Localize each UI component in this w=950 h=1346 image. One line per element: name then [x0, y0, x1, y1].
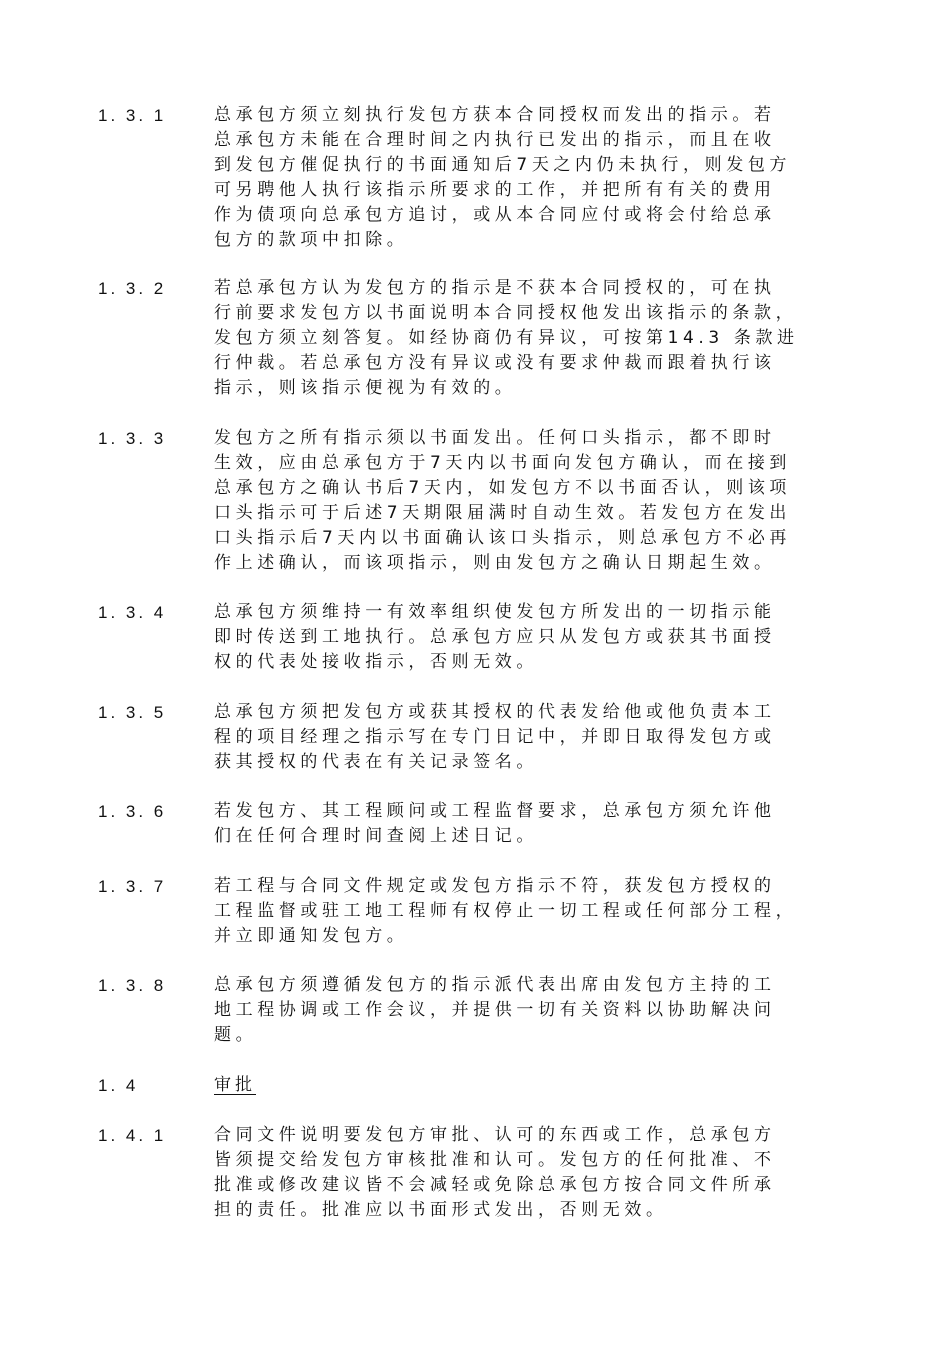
- clause-number: 1. 3. 3: [98, 429, 167, 448]
- text-line: 总承包方须遵循发包方的指示派代表出席由发包方主持的工: [214, 975, 776, 995]
- clause-number: 1. 3. 1: [98, 106, 167, 125]
- text-line: 总承包方之确认书后7天内，如发包方不以书面否认，则该项: [214, 478, 792, 498]
- clause-text: [214, 426, 874, 576]
- text-line: 题。: [214, 1025, 258, 1045]
- clause-text: [214, 103, 874, 253]
- text-line: 地工程协调或工作会议，并提供一切有关资料以协助解决问: [214, 1000, 776, 1020]
- clause-number: 1. 3. 5: [98, 703, 167, 722]
- text-line: 若工程与合同文件规定或发包方指示不符，获发包方授权的: [214, 876, 776, 896]
- text-line: 批准或修改建议皆不会减轻或免除总承包方按合同文件所承: [214, 1175, 776, 1195]
- text-line: 行仲裁。若总承包方没有异议或没有要求仲裁而跟着执行该: [214, 353, 776, 373]
- text-line: 若发包方、其工程顾问或工程监督要求，总承包方须允许他: [214, 801, 776, 821]
- text-line: 获其授权的代表在有关记录签名。: [214, 752, 538, 772]
- text-line: 生效，应由总承包方于7天内以书面向发包方确认，而在接到: [214, 453, 792, 473]
- text-line: 权的代表处接收指示，否则无效。: [214, 652, 538, 672]
- clause-text: [214, 700, 874, 775]
- text-line: 总承包方须把发包方或获其授权的代表发给他或他负责本工: [214, 702, 776, 722]
- text-line: 即时传送到工地执行。总承包方应只从发包方或获其书面授: [214, 627, 776, 647]
- text-line: 发包方之所有指示须以书面发出。任何口头指示，都不即时: [214, 428, 776, 448]
- clause-number: 1. 4. 1: [98, 1126, 167, 1145]
- text-line: 作上述确认，而该项指示，则由发包方之确认日期起生效。: [214, 553, 776, 573]
- text-line: 皆须提交给发包方审核批准和认可。发包方的任何批准、不: [214, 1150, 776, 1170]
- clause-number: 1. 3. 4: [98, 603, 167, 622]
- text-line: 包方的款项中扣除。: [214, 230, 409, 250]
- text-line: 作为债项向总承包方追讨，或从本合同应付或将会付给总承: [214, 205, 776, 225]
- text-line: 合同文件说明要发包方审批、认可的东西或工作，总承包方: [214, 1125, 776, 1145]
- clause-number: 1. 3. 7: [98, 877, 167, 896]
- text-line: 总承包方须维持一有效率组织使发包方所发出的一切指示能: [214, 602, 776, 622]
- text-line: 总承包方未能在合理时间之内执行已发出的指示，而且在收: [214, 130, 776, 150]
- text-line: 担的责任。批准应以书面形式发出，否则无效。: [214, 1200, 668, 1220]
- clause-text: [214, 799, 874, 849]
- section-number: 1. 4: [98, 1076, 139, 1095]
- clause-text: [214, 874, 874, 949]
- clause-text: [214, 600, 874, 675]
- text-line: 可另聘他人执行该指示所要求的工作，并把所有有关的费用: [214, 180, 776, 200]
- clause-text: [214, 973, 874, 1048]
- clause-number: 1. 3. 8: [98, 976, 167, 995]
- text-line: 若总承包方认为发包方的指示是不获本合同授权的，可在执: [214, 278, 776, 298]
- section-title-wrap: [214, 1073, 874, 1098]
- text-line: 并立即通知发包方。: [214, 926, 409, 946]
- clause-text: [214, 276, 874, 401]
- text-line: 到发包方催促执行的书面通知后7天之内仍未执行，则发包方: [214, 155, 792, 175]
- clause-text: [214, 1123, 874, 1223]
- text-line: 口头指示可于后述7天期限届满时自动生效。若发包方在发出: [214, 503, 792, 523]
- text-line: 总承包方须立刻执行发包方获本合同授权而发出的指示。若: [214, 105, 776, 125]
- clause-number: 1. 3. 6: [98, 802, 167, 821]
- text-line: 行前要求发包方以书面说明本合同授权他发出该指示的条款，: [214, 303, 798, 323]
- text-line: 指示，则该指示便视为有效的。: [214, 378, 517, 398]
- text-line: 工程监督或驻工地工程师有权停止一切工程或任何部分工程，: [214, 901, 798, 921]
- section-title: 审批: [214, 1075, 256, 1095]
- clause-number: 1. 3. 2: [98, 279, 167, 298]
- text-line: 们在任何合理时间查阅上述日记。: [214, 826, 538, 846]
- text-line: 发包方须立刻答复。如经协商仍有异议，可按第14.3 条款进: [214, 328, 799, 348]
- text-line: 程的项目经理之指示写在专门日记中，并即日取得发包方或: [214, 727, 776, 747]
- text-line: 口头指示后7天内以书面确认该口头指示，则总承包方不必再: [214, 528, 792, 548]
